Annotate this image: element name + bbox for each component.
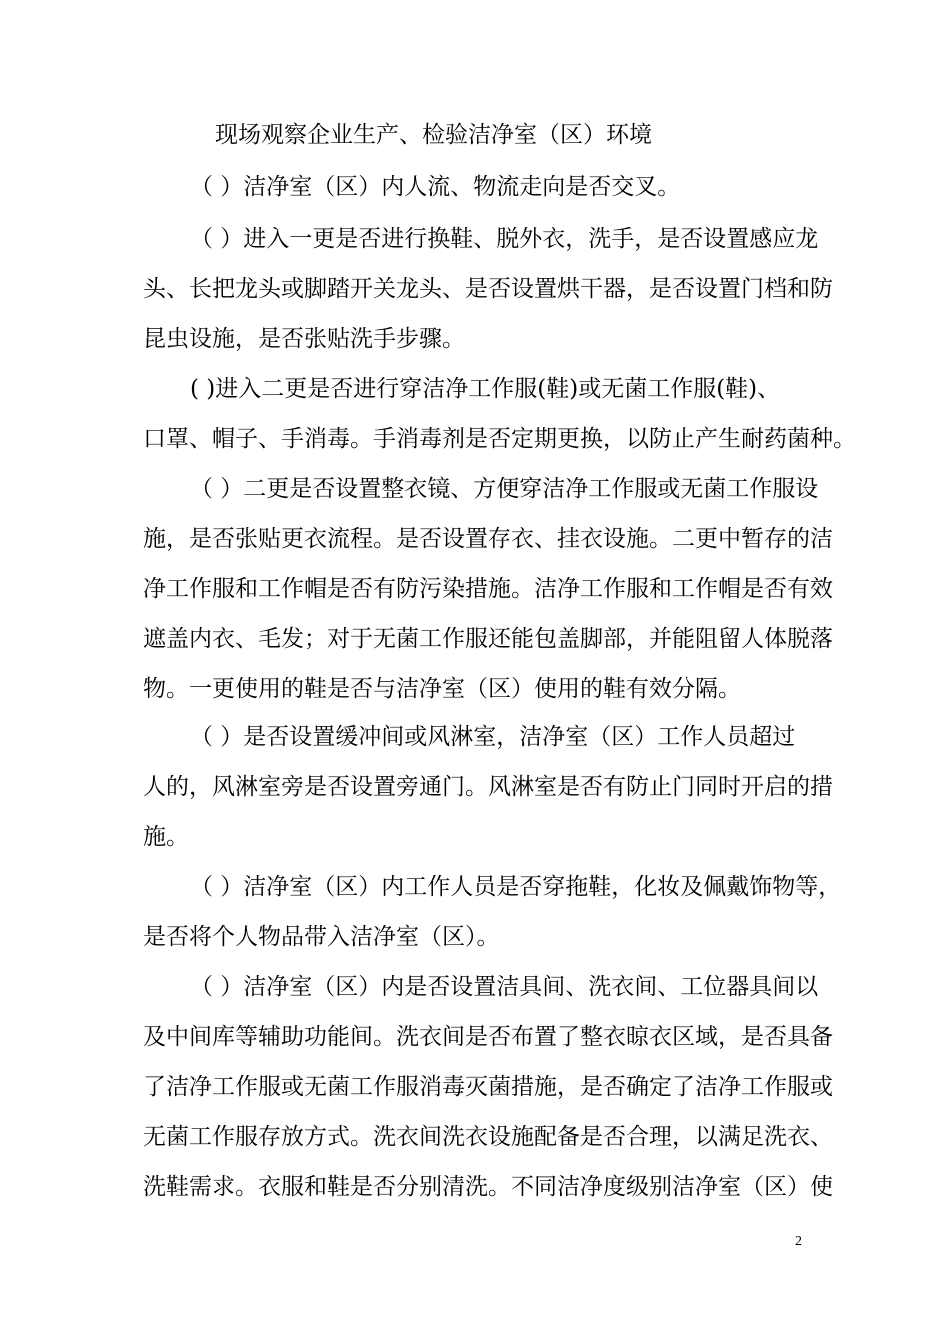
- paragraph-line: （ ）洁净室（区）内是否设置洁具间、洗衣间、工位器具间以: [190, 974, 819, 1000]
- paragraph-line: 昆虫设施，是否张贴洗手步骤。: [143, 326, 465, 352]
- page-number: 2: [795, 1234, 802, 1249]
- paragraph-line: 无菌工作服存放方式。洗衣间洗衣设施配备是否合理，以满足洗衣、: [143, 1124, 833, 1150]
- paragraph-line: 施。: [143, 824, 189, 850]
- section-heading: 现场观察企业生产、检验洁净室（区）环境: [215, 122, 652, 148]
- paragraph-line: 人的，风淋室旁是否设置旁通门。风淋室是否有防止门同时开启的措: [143, 774, 833, 800]
- paragraph-line: （ ）二更是否设置整衣镜、方便穿洁净工作服或无菌工作服设: [190, 476, 819, 502]
- paragraph-line: 是否将个人物品带入洁净室（区）。: [143, 924, 500, 950]
- paragraph-line: ( )进入二更是否进行穿洁净工作服(鞋)或无菌工作服(鞋)、: [190, 376, 781, 402]
- paragraph-line: 头、长把龙头或脚踏开关龙头、是否设置烘干器，是否设置门档和防: [143, 276, 833, 302]
- paragraph-line: （ ）洁净室（区）内工作人员是否穿拖鞋，化妆及佩戴饰物等，: [190, 874, 842, 900]
- paragraph-line: 施，是否张贴更衣流程。是否设置存衣、挂衣设施。二更中暂存的洁: [143, 526, 833, 552]
- paragraph-line: （ ）洁净室（区）内人流、物流走向是否交叉。: [190, 174, 681, 200]
- paragraph-line: 了洁净工作服或无菌工作服消毒灭菌措施，是否确定了洁净工作服或: [143, 1074, 833, 1100]
- paragraph-line: 洗鞋需求。衣服和鞋是否分别清洗。不同洁净度级别洁净室（区）使: [143, 1174, 833, 1200]
- paragraph-line: 及中间库等辅助功能间。洗衣间是否布置了整衣晾衣区域，是否具备: [143, 1024, 833, 1050]
- paragraph-line: 遮盖内衣、毛发；对于无菌工作服还能包盖脚部，并能阻留人体脱落: [143, 626, 833, 652]
- paragraph-line: （ ）是否设置缓冲间或风淋室，洁净室（区）工作人员超过: [190, 724, 796, 750]
- paragraph-line: 净工作服和工作帽是否有防污染措施。洁净工作服和工作帽是否有效: [143, 576, 833, 602]
- paragraph-line: （ ）进入一更是否进行换鞋、脱外衣，洗手，是否设置感应龙: [190, 226, 819, 252]
- paragraph-line: 物。一更使用的鞋是否与洁净室（区）使用的鞋有效分隔。: [143, 676, 741, 702]
- paragraph-line: 口罩、帽子、手消毒。手消毒剂是否定期更换，以防止产生耐药菌种。: [143, 426, 856, 452]
